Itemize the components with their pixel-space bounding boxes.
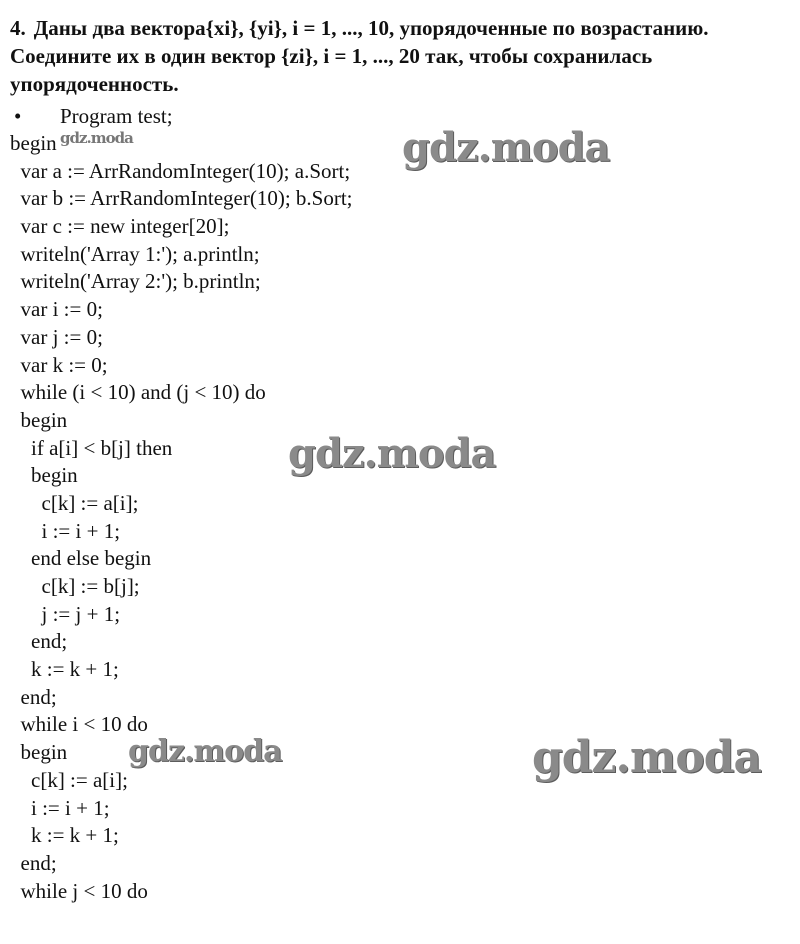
code-line: var k := 0; xyxy=(10,352,108,377)
program-header xyxy=(14,102,173,130)
code-line: end; xyxy=(10,629,68,654)
watermark: gdz.moda xyxy=(288,430,496,477)
watermark: gdz.moda xyxy=(402,124,610,171)
code-line: end else begin xyxy=(10,546,152,571)
code-line: if a[i] < b[j] then xyxy=(10,435,173,460)
code-line: c[k] := a[i]; xyxy=(10,490,139,515)
code-line: k := k + 1; xyxy=(10,657,119,682)
code-line: begin xyxy=(10,463,78,488)
watermark: gdz.moda xyxy=(60,129,133,147)
code-line: i := i + 1; xyxy=(10,795,110,820)
code-line: writeln('Array 2:'); b.println; xyxy=(10,269,261,294)
code-listing xyxy=(10,130,353,905)
code-line: while i < 10 do xyxy=(10,712,148,737)
task-statement xyxy=(10,14,790,98)
code-line: var c := new integer[20]; xyxy=(10,214,230,239)
code-line: var b := ArrRandomInteger(10); b.Sort; xyxy=(10,186,353,211)
code-line: c[k] := b[j]; xyxy=(10,574,140,598)
code-line: k := k + 1; xyxy=(10,823,119,848)
code-line: c[k] := a[i]; xyxy=(10,767,128,792)
code-line: var j := 0; xyxy=(10,324,103,349)
watermark: gdz.moda xyxy=(128,734,282,769)
code-line: end; xyxy=(10,684,57,709)
code-line: end; xyxy=(10,850,57,875)
code-line: begin xyxy=(10,131,57,155)
code-line: j := j + 1; xyxy=(10,601,121,626)
program-header-text: Program test; xyxy=(60,104,173,128)
code-line: begin xyxy=(10,407,68,432)
task-number: 4. xyxy=(10,16,26,40)
watermark: gdz.moda xyxy=(532,732,762,783)
code-line: var i := 0; xyxy=(10,297,103,322)
code-line: writeln('Array 1:'); a.println; xyxy=(10,241,260,266)
task-text: Даны два вектора{xi}, {yi}, i = 1, ..., 10, упорядоченные по возрастанию. Соедините их в один вектор {zi}, i = 1, ..., 20 так, чтобы сохранилась упорядоченность. xyxy=(10,16,709,96)
code-line: begin xyxy=(10,740,68,765)
code-line: while (i < 10) and (j < 10) do xyxy=(10,380,266,405)
bullet-icon: • xyxy=(14,104,22,128)
code-line: while j < 10 do xyxy=(10,878,148,903)
code-line: i := i + 1; xyxy=(10,518,121,543)
code-line: var a := ArrRandomInteger(10); a.Sort; xyxy=(10,158,351,183)
